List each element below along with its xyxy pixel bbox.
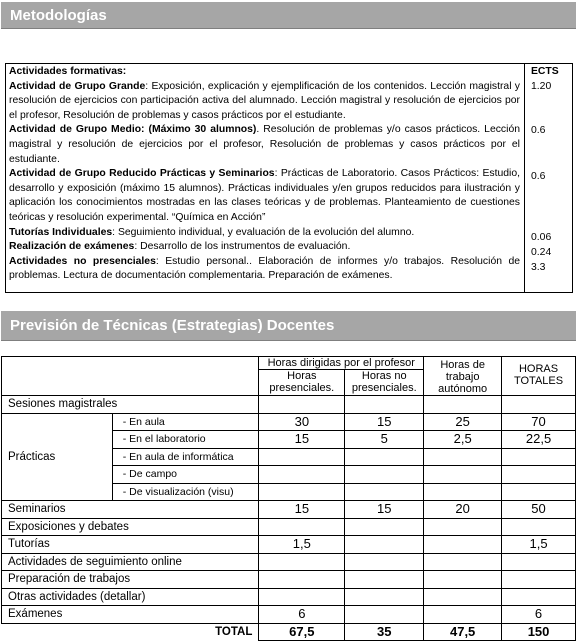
cell-value: [345, 536, 424, 554]
col-totales: HORAS TOTALES: [502, 357, 576, 396]
metodologias-title: Metodologías: [10, 7, 107, 24]
header-empty-cell: [2, 357, 259, 396]
tecnicas-header: [1, 311, 576, 341]
table-row: [2, 606, 576, 624]
row-label: Actividades de seguimiento online: [2, 553, 259, 571]
sub-row-label: - En el laboratorio: [112, 431, 259, 449]
cell-value: 6: [259, 606, 345, 624]
sub-row-label: - De campo: [112, 466, 259, 484]
actividad-row-6: Actividades no presenciales: Estudio personal.. Elaboración de informes y/o trabajos. Resolución de problemas. Lectura de documentación complementaria. Preparación de exámenes.: [9, 255, 520, 282]
total-label: TOTAL: [2, 623, 259, 641]
tecnicas-table: [1, 356, 576, 641]
actividad-row-2: Actividad de Grupo Medio: (Máximo 30 alumnos). Resolución de problemas y/o casos prácticos. Lección magistral y resolución de ejercicios por el profesor, Resolución de problemas y casos prácticos por el estudiante.: [9, 124, 520, 165]
table-row: [2, 501, 576, 519]
actividad-row-4: Tutorías Individuales: Seguimiento individual, y evaluación de la evolución del alumno.: [9, 226, 415, 238]
actividades-header: Actividades formativas:: [9, 66, 127, 77]
col-presenciales: Horas presenciales.: [259, 370, 345, 396]
cell-value: [424, 536, 502, 554]
row-label: Tutorías: [2, 536, 259, 554]
cell-value: 30: [259, 413, 345, 431]
cell-value: 25: [424, 413, 502, 431]
row-label: Prácticas: [2, 413, 113, 501]
cell-value: 15: [345, 501, 424, 519]
cell-value: [424, 606, 502, 624]
ects-column: [525, 64, 572, 292]
total-value: 67,5: [259, 623, 345, 641]
cell-value: 15: [345, 413, 424, 431]
total-value: 35: [345, 623, 424, 641]
actividad-row-1: Actividad de Grupo Grande: Exposición, explicación y ejemplificación de los contenidos. Lección magistral y resolución de ejercicios con participación activa del alumnado. Lección magistral y resolución de ejercicios por el profesor, Resolución de problemas y casos prácticos por el estudiante.: [9, 80, 520, 121]
cell-value: 1,5: [502, 536, 576, 554]
table-row: [2, 588, 576, 606]
ects-value: 3.3: [531, 262, 546, 273]
col-no-presenciales: Horas no presenciales.: [345, 370, 424, 396]
row-label: Seminarios: [2, 501, 259, 519]
table-row: [2, 396, 576, 414]
cell-value: 70: [502, 413, 576, 431]
metodologias-table: [5, 63, 573, 293]
row-label: Exposiciones y debates: [2, 518, 259, 536]
ects-value: 0.6: [531, 125, 546, 136]
table-row: [2, 518, 576, 536]
cell-value: 15: [259, 501, 345, 519]
ects-value: 0.24: [531, 247, 552, 258]
cell-value: 1,5: [259, 536, 345, 554]
actividad-row-3: Actividad de Grupo Reducido Prácticas y Seminarios: Prácticas de Laboratorio. Casos Prácticos: Estudio, desarrollo y exposición (máximo 15 alumnos). Prácticas individuales y/en grupos reducidos para ilustración y aplicación los conocimientos mostradas en las clases teóricas y de problemas. Planteamiento de cuestiones teóricas y resolución experimental. “Química en Acción”: [9, 168, 520, 223]
table-row: [2, 413, 576, 431]
row-label: Exámenes: [2, 606, 259, 624]
table-row: [2, 553, 576, 571]
cell-value: 22,5: [502, 431, 576, 449]
table-header-row: [2, 357, 576, 370]
ects-value: 0.6: [531, 171, 546, 182]
cell-value: 15: [259, 431, 345, 449]
ects-value: 1.20: [531, 81, 552, 92]
table-row: [2, 536, 576, 554]
actividad-row-5: Realización de exámenes: Desarrollo de los instrumentos de evaluación.: [9, 241, 351, 253]
group-header: Horas dirigidas por el profesor: [259, 357, 424, 370]
ects-header: ECTS: [531, 66, 559, 77]
metodologias-header: [1, 2, 576, 29]
ects-value: 0.06: [531, 232, 552, 243]
cell-value: 2,5: [424, 431, 502, 449]
cell-value: 20: [424, 501, 502, 519]
row-label: Preparación de trabajos: [2, 571, 259, 589]
col-autonomo: Horas de trabajo autónomo: [424, 357, 502, 396]
cell-value: 6: [502, 606, 576, 624]
actividades-column: [6, 64, 525, 292]
row-label: Otras actividades (detallar): [2, 588, 259, 606]
sub-row-label: - En aula: [112, 413, 259, 431]
cell-value: 50: [502, 501, 576, 519]
total-value: 150: [502, 623, 576, 641]
cell-value: 5: [345, 431, 424, 449]
tecnicas-title: Previsión de Técnicas (Estrategias) Docentes: [10, 317, 335, 334]
cell-value: [345, 606, 424, 624]
sub-row-label: - En aula de informática: [112, 448, 259, 466]
table-row: [2, 571, 576, 589]
sub-row-label: - De visualización (visu): [112, 483, 259, 501]
row-label: Sesiones magistrales: [2, 396, 259, 414]
total-value: 47,5: [424, 623, 502, 641]
total-row: [2, 623, 576, 641]
